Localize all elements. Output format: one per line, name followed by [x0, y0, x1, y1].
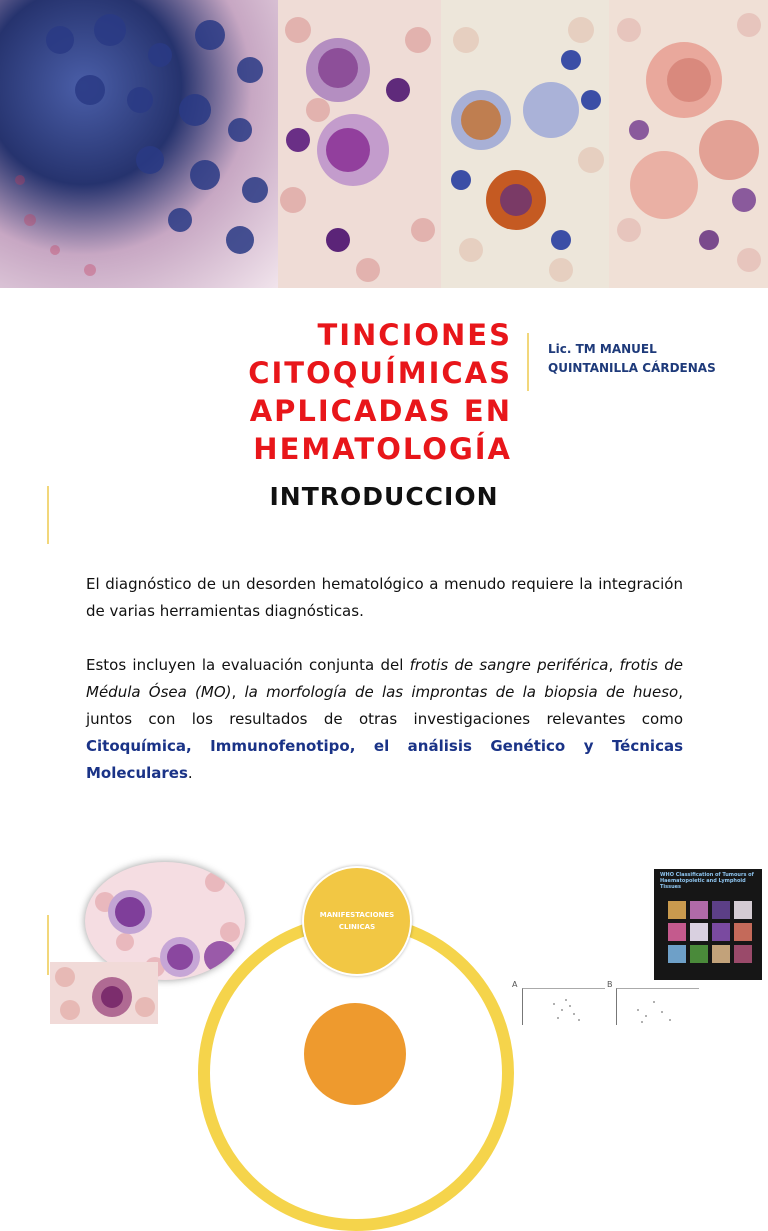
- title-divider: [527, 333, 529, 391]
- intro-paragraph-1: El diagnóstico de un desorden hematológico a menudo requiere la integración de varias herramientas diagnósticas.: [86, 575, 683, 620]
- intro-heading: INTRODUCCION: [269, 482, 499, 511]
- book-title: WHO Classification of Tumours of Haematopoietic and Lymphoid Tissues: [660, 872, 754, 890]
- p2-text-i: ,: [185, 737, 211, 755]
- author-line-1: Lic. TM MANUEL: [548, 342, 657, 356]
- p2-text-k: ,: [349, 737, 374, 755]
- pink-cell-micrograph: [609, 0, 768, 288]
- p2-text-m: .: [187, 764, 193, 782]
- flow-label-a: A: [512, 980, 518, 989]
- purple-cell-micrograph: [278, 0, 441, 288]
- blue-stain-micrograph: [0, 0, 278, 288]
- node-top-line-2: CLINICAS: [338, 923, 376, 931]
- presentation-title: [60, 316, 512, 468]
- p2-frotis-sangre: frotis de sangre periférica: [409, 656, 609, 674]
- author-block: [548, 340, 748, 378]
- flow-plot-b: [616, 988, 699, 1025]
- hero-micrograph-banner: [0, 0, 768, 288]
- author-line-2: QUINTANILLA CÁRDENAS: [548, 361, 716, 375]
- flow-label-b: B: [607, 980, 613, 989]
- p2-text-a: Estos incluyen la evaluación conjunta del: [86, 656, 410, 674]
- p2-frotis-medula: frotis de Médula Ósea (MO): [86, 656, 683, 701]
- p2-text-g: , juntos con los resultados de otras investigaciones relevantes como: [86, 683, 683, 728]
- flow-plot-a: [522, 988, 605, 1025]
- p2-text-e: ,: [231, 683, 245, 701]
- cycle-diagram-node-bottom: [304, 1003, 406, 1105]
- p2-analisis-genetico: el análisis Genético y Técnicas Moleculares: [86, 737, 684, 782]
- who-classification-book-cover: [654, 869, 762, 994]
- node-top-line-1: MANIFESTACIONES: [319, 911, 395, 919]
- p2-text-c: ,: [608, 656, 620, 674]
- intro-paragraph-2: [86, 652, 683, 787]
- orange-granule-micrograph: [441, 0, 609, 288]
- p2-citoquimica: Citoquímica: [86, 737, 186, 755]
- slide3-accent-bar: [47, 915, 49, 975]
- title-line-1: TINCIONES CITOQUÍMICAS: [248, 318, 512, 390]
- blood-smear-square-image: [50, 962, 158, 1024]
- title-line-2: APLICADAS EN HEMATOLOGÍA: [249, 394, 512, 466]
- p2-immunofenotipo: Immunofenotipo: [210, 737, 350, 755]
- p2-morfologia: la morfología de las improntas de la biopsia de hueso: [244, 683, 679, 701]
- flow-cytometry-plots: [512, 980, 768, 1024]
- node-manifestaciones-clinicas: [302, 866, 412, 976]
